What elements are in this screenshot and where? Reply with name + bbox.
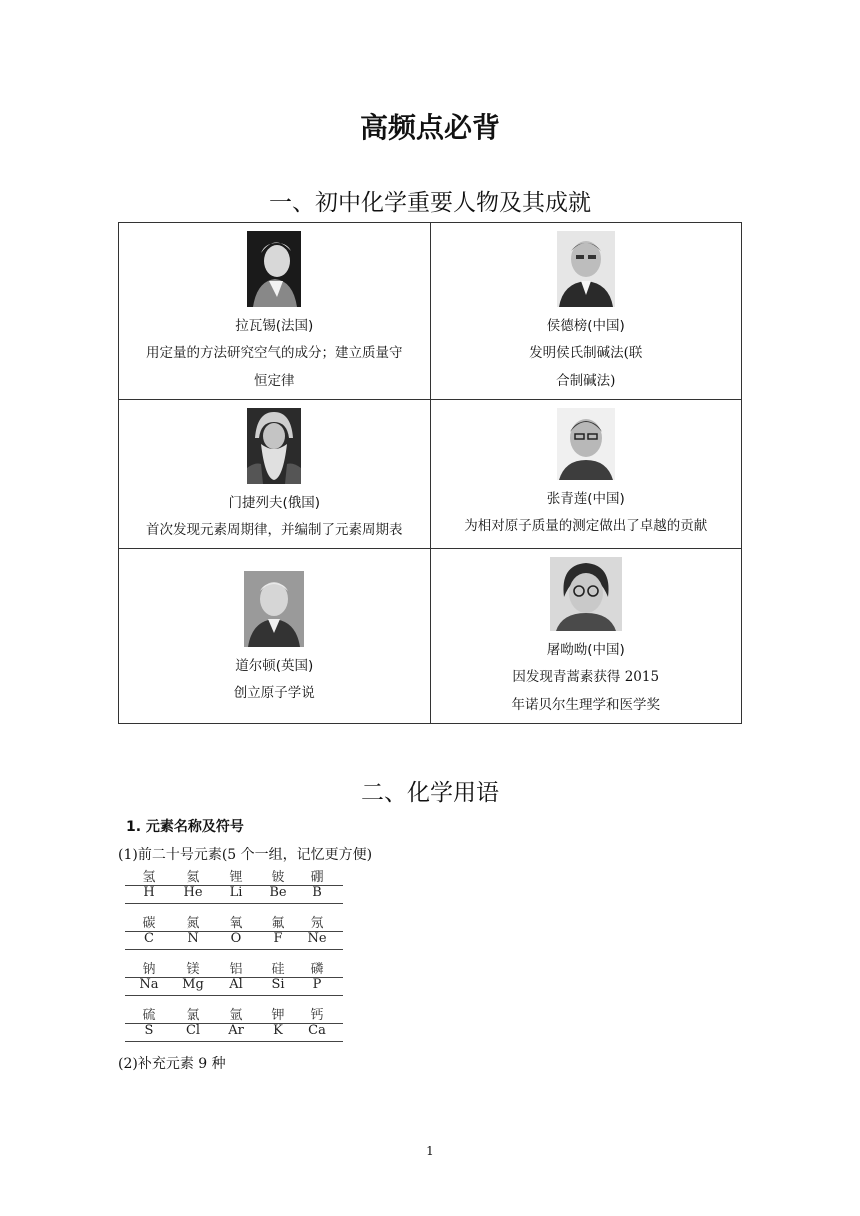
element-symbol: N: [187, 931, 199, 946]
person-cell-dalton: [119, 549, 431, 724]
element-symbol: B: [312, 885, 322, 900]
portrait-zhang-qinglian: [557, 408, 615, 480]
element-name-cn: 铝: [229, 962, 243, 977]
page-title: 高频点必背: [359, 111, 500, 144]
element-grid: [125, 866, 343, 1042]
element-name-cn: 氩: [229, 1008, 243, 1023]
element-name-cn: 锂: [229, 870, 243, 885]
element-name-cn: 氮: [186, 916, 200, 931]
element-symbol: O: [230, 931, 242, 946]
element-name-cn: 镁: [186, 962, 200, 977]
person-name: 拉瓦锡(法国): [235, 318, 314, 334]
element-symbol: F: [273, 931, 283, 946]
element-symbol: Mg: [182, 977, 204, 992]
element-row: [125, 1004, 343, 1046]
element-row: [125, 958, 343, 1000]
person-desc: 首次发现元素周期律，并编制了元素周期表: [146, 522, 403, 538]
portrait-mendeleev: [247, 408, 301, 484]
portrait-lavoisier: [247, 231, 301, 307]
person-desc: 用定量的方法研究空气的成分；建立质量守: [146, 345, 403, 361]
element-symbol: Be: [269, 885, 287, 900]
element-symbol: Al: [229, 977, 243, 992]
person-name: 屠呦呦(中国): [546, 642, 625, 658]
person-cell-mendeleev: [119, 400, 431, 549]
element-name-cn: 钾: [271, 1008, 285, 1023]
person-desc: 为相对原子质量的测定做出了卓越的贡献: [464, 518, 708, 534]
element-name-cn: 氟: [271, 916, 285, 931]
person-name: 侯德榜(中国): [546, 318, 625, 334]
portrait-tu-youyou: [550, 557, 622, 631]
portrait-hou-debang: [557, 231, 615, 307]
subsection-text: (1)前二十号元素(5 个一组，记忆更方便): [118, 847, 373, 863]
element-name-cn: 碳: [142, 916, 156, 931]
person-name: 门捷列夫(俄国): [228, 495, 321, 511]
element-symbol: Ca: [308, 1023, 326, 1038]
element-symbol: P: [312, 977, 322, 992]
person-desc: 因发现青蒿素获得 2015: [512, 669, 660, 685]
element-name-cn: 氦: [186, 870, 200, 885]
element-symbol: C: [144, 931, 154, 946]
people-table: [118, 222, 742, 724]
element-row: [125, 866, 343, 908]
subsection-text: (2)补充元素 9 种: [118, 1056, 226, 1072]
element-name-cn: 硅: [271, 962, 285, 977]
person-desc: 年诺贝尔生理学和医学奖: [511, 697, 660, 713]
element-symbol: Ne: [307, 931, 327, 946]
element-symbol: Ar: [228, 1023, 244, 1038]
element-name-cn: 氧: [229, 916, 243, 931]
element-row: [125, 912, 343, 954]
element-name-cn: 钙: [310, 1008, 324, 1023]
element-symbol: Cl: [185, 1023, 201, 1038]
subsection-heading: 1. 元素名称及符号: [126, 819, 244, 835]
person-name: 道尔顿(英国): [235, 658, 314, 674]
element-name-cn: 硼: [310, 870, 324, 885]
person-name: 张青莲(中国): [546, 491, 625, 507]
element-name-cn: 氖: [310, 916, 324, 931]
element-symbol: H: [143, 885, 155, 900]
person-desc: 发明侯氏制碱法(联: [529, 345, 643, 361]
element-name-cn: 硫: [142, 1008, 156, 1023]
person-cell-hou-debang: [430, 223, 742, 400]
person-cell-zhang-qinglian: [430, 400, 742, 549]
element-symbol: Li: [229, 885, 243, 900]
element-name-cn: 铍: [271, 870, 285, 885]
person-desc: 恒定律: [254, 373, 295, 389]
element-name-cn: 氯: [186, 1008, 200, 1023]
person-desc: 合制碱法): [556, 373, 616, 389]
element-symbol: He: [183, 885, 203, 900]
element-symbol: Si: [271, 977, 285, 992]
person-desc: 创立原子学说: [233, 685, 315, 701]
element-symbol: Na: [139, 977, 159, 992]
portrait-dalton: [244, 571, 304, 647]
element-symbol: S: [144, 1023, 154, 1038]
person-cell-lavoisier: [119, 223, 431, 400]
element-name-cn: 磷: [310, 962, 324, 977]
person-cell-tu-youyou: [430, 549, 742, 724]
element-name-cn: 钠: [142, 962, 156, 977]
section-title-people: 一、初中化学重要人物及其成就: [269, 190, 591, 216]
element-symbol: K: [273, 1023, 283, 1038]
page-number: 1: [426, 1144, 434, 1158]
element-name-cn: 氢: [142, 870, 156, 885]
section-title-chem-terms: 二、化学用语: [361, 780, 499, 806]
